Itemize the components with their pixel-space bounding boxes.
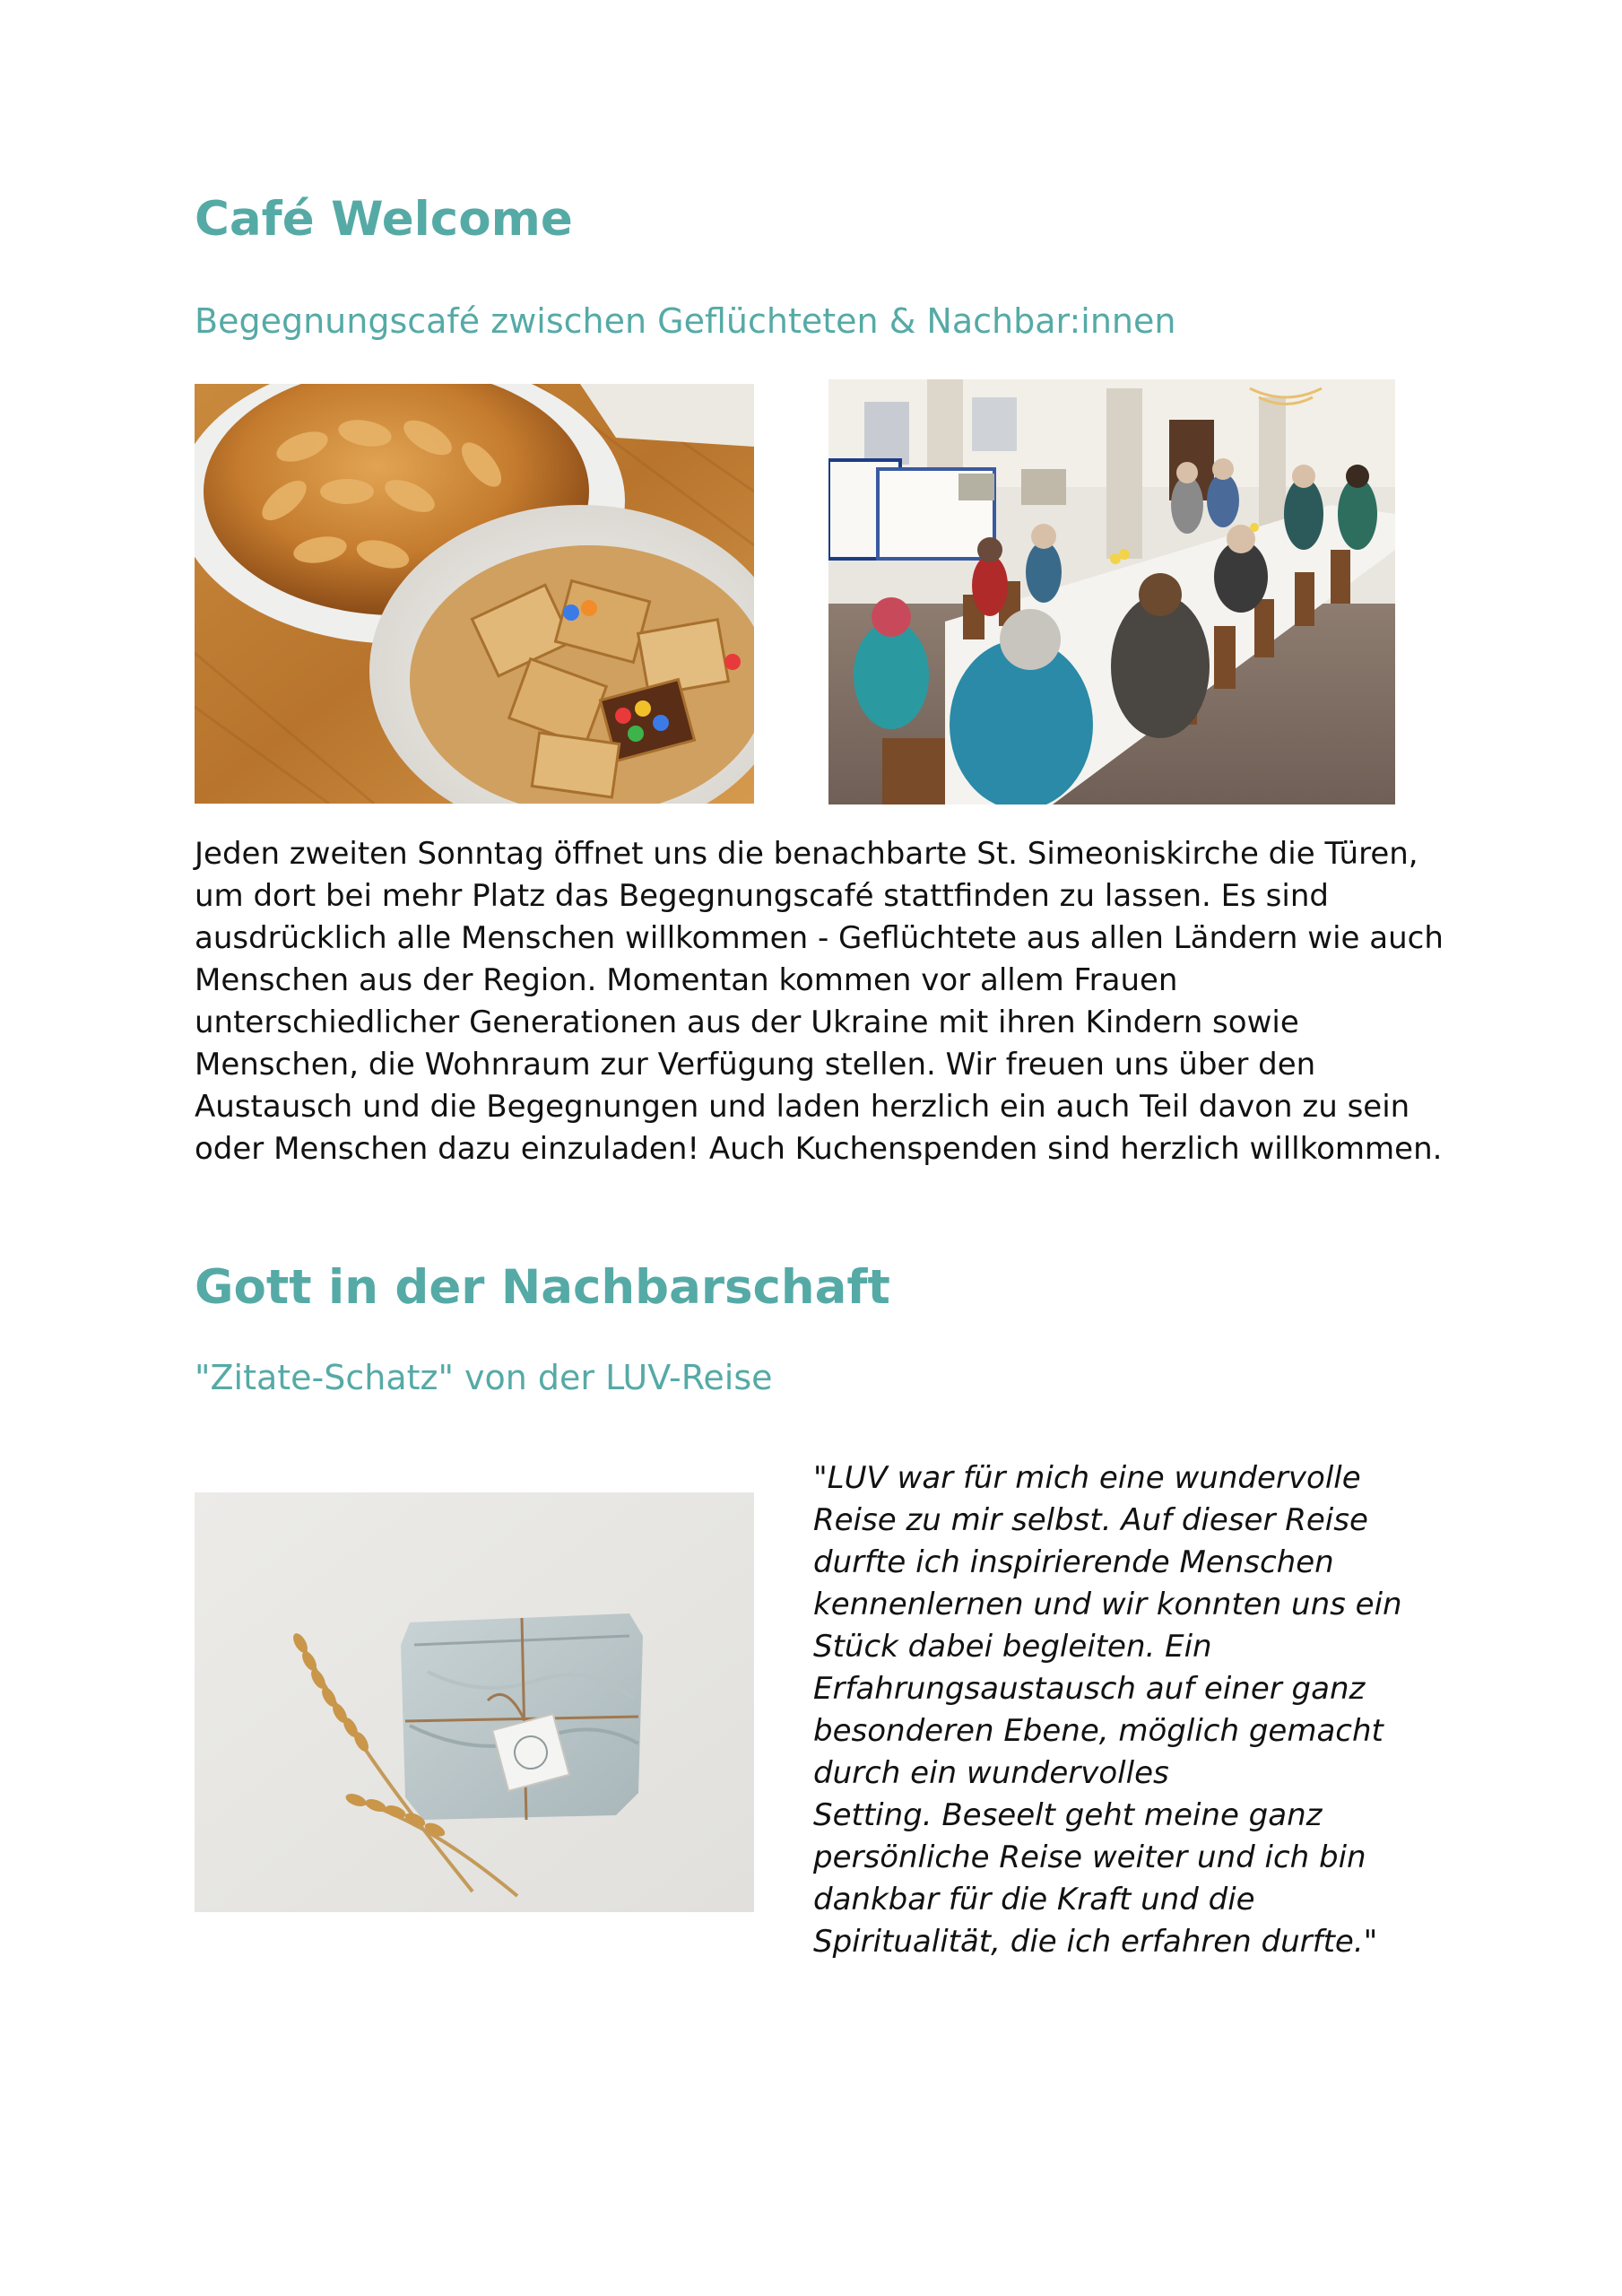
cake-cookies-photo xyxy=(195,384,754,804)
church-hall-photo xyxy=(828,379,1395,804)
cafe-welcome-description: Jeden zweiten Sonntag öffnet uns die benachbarte St. Simeoniskirche die Türen, um dort bei mehr Platz das Begegnungscafé stattfinden zu lassen. Es sind ausdrücklich alle Menschen willkommen - Geflüchtete aus allen Ländern wie auch Menschen aus der Region. Momentan kommen vor allem Frauen unterschiedlicher Generationen aus der Ukraine mit ihren Kindern sowie Menschen, die Wohnraum zur Verfügung stellen. Wir freuen uns über den Austausch und die Begegnungen und laden herzlich ein auch Teil davon zu sein oder Menschen dazu einzuladen! Auch Kuchenspenden sind herzlich willkommen. xyxy=(195,836,1444,1167)
section-title-cafe-welcome: Café Welcome xyxy=(195,192,573,247)
luv-quote: "LUV war für mich eine wundervolle Reise zu mir selbst. Auf dieser Reise durfte ich inspirierende Menschen kennenlernen und wir konnten uns ein Stück dabei begleiten. Ein Erfahrungsaustausch auf einer ganz besonderen Ebene, möglich gemacht durch ein wundervolles Setting. Beseelt geht meine ganz persönliche Reise weiter und ich bin dankbar für die Kraft und die Spiritualität, die ich erfahren durfte." xyxy=(813,1460,1402,1960)
parcel-photo xyxy=(195,1492,754,1912)
section-subtitle-cafe-welcome: Begegnungscafé zwischen Geflüchteten & Nachbar:innen xyxy=(195,301,1176,341)
section-subtitle-zitate-schatz: "Zitate-Schatz" von der LUV-Reise xyxy=(195,1358,773,1397)
section-title-gott-in-der-nachbarschaft: Gott in der Nachbarschaft xyxy=(195,1260,890,1315)
